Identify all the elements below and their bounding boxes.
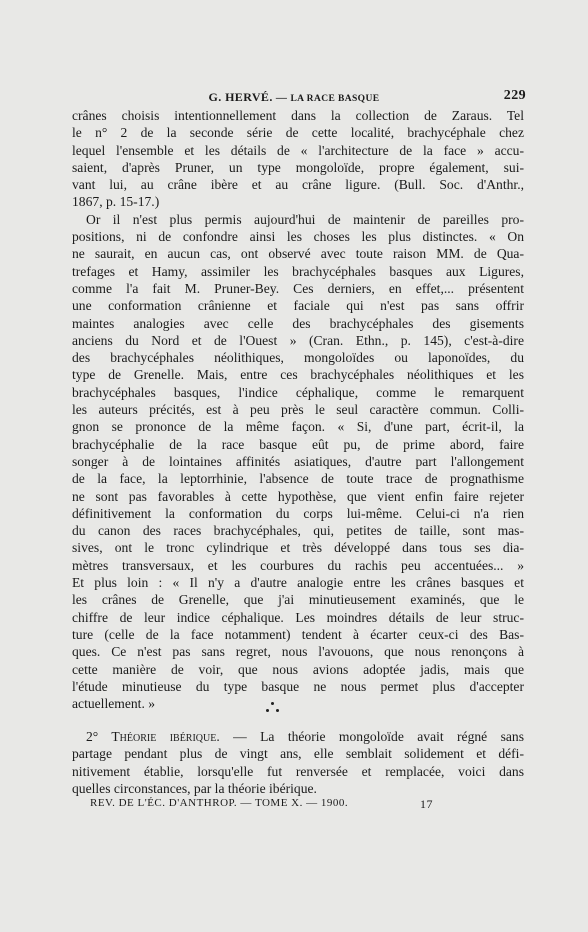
text-line: quelles circonstances, par la théorie ibérique. bbox=[72, 780, 317, 796]
text-line: du canon des races brachycéphales, qui, petites de taille, sont mas- bbox=[72, 523, 524, 539]
text-line: chiffre de leur indice céphalique. Les moindres détails de leur struc- bbox=[72, 609, 524, 625]
text-line: nitivement établie, lorsqu'elle fut renversée et remplacée, voici dans bbox=[72, 763, 524, 779]
main-text bbox=[72, 107, 524, 712]
text-line: des brachycéphales néolithiques, mongoloïdes ou laponoïdes, du bbox=[72, 350, 524, 366]
text-line: Or il n'est plus permis aujourd'hui de maintenir de pareilles pro- bbox=[86, 211, 524, 227]
text-line: une conformation crânienne et faciale qui n'est pas sans offrir bbox=[72, 298, 524, 314]
text-line: anciens du Nord et de l'Ouest » (Cran. Ethn., p. 145), c'est-à-dire bbox=[72, 332, 524, 348]
separator-dot bbox=[271, 702, 274, 705]
text-line: saient, d'après Pruner, un type mongoloïde, propre également, sui- bbox=[72, 159, 524, 175]
section-separator bbox=[262, 700, 282, 718]
text-line: définitivement la conformation du corps lui-même. Celui-ci n'a rien bbox=[72, 505, 524, 521]
text-line: ne sont pas favorables à cette hypothèse, que vient enfin faire rejeter bbox=[72, 488, 524, 504]
page-footer bbox=[90, 797, 450, 809]
text-line: trefages et Hamy, assimiler les brachycéphales basques aux Ligures, bbox=[72, 263, 524, 279]
header-author: G. HERVÉ. bbox=[208, 90, 273, 104]
text-line: actuellement. » bbox=[72, 696, 156, 712]
text-line: 2° Théorie ibérique. — La théorie mongoloïde avait régné sans bbox=[86, 729, 525, 744]
separator-dot bbox=[266, 709, 269, 712]
text-line: brachycéphales basques, l'indice céphalique, comme le remarquent bbox=[72, 384, 524, 400]
text-line: les crânes de Grenelle, que j'ai minutieusement examinés, que le bbox=[72, 592, 524, 608]
text-line: vant lui, au crâne ibère et au crâne ligure. (Bull. Soc. d'Anthr., bbox=[72, 177, 524, 193]
signature-mark: 17 bbox=[420, 797, 433, 811]
text-line: les auteurs précités, est à peu près le seul caractère commun. Colli- bbox=[72, 402, 524, 418]
header-dash: — bbox=[275, 92, 288, 104]
text-line: comme l'a fait M. Pruner-Bey. Ces derniers, en effet,... présentent bbox=[72, 280, 524, 296]
text-line: positions, ni de confondre ainsi les choses les plus distinctes. « On bbox=[72, 229, 524, 245]
text-line: partage pendant plus de vingt ans, elle semblait solidement et défi- bbox=[72, 746, 524, 762]
text-line: le n° 2 de la seconde série de cette localité, brachycéphale chez bbox=[72, 125, 524, 141]
text-line: ques. Ce n'est pas sans regret, nous l'avouons, que nous renonçons à bbox=[72, 644, 524, 660]
text-line: mètres transversaux, et les courbures du rachis peu accentuées... » bbox=[72, 557, 524, 573]
text-line: Et plus loin : « Il n'y a d'autre analogie entre les crânes basques et bbox=[72, 575, 524, 591]
section-text bbox=[72, 728, 524, 797]
separator-dot bbox=[276, 709, 279, 712]
paragraph-3 bbox=[72, 728, 524, 797]
text-line: ne saurait, en aucun cas, ont observé avec toute raison MM. de Qua- bbox=[72, 246, 524, 262]
text-line: l'étude minutieuse du type basque ne nous permet plus d'accepter bbox=[72, 678, 524, 694]
journal-reference: REV. DE L'ÉC. D'ANTHROP. — TOME X. — 1900. bbox=[90, 797, 349, 809]
paragraph-1 bbox=[72, 107, 524, 211]
text-line: type de Grenelle. Mais, entre ces brachycéphales néolithiques et les bbox=[72, 367, 524, 383]
text-line: cette manière de voir, que nous avions adoptée jadis, mais que bbox=[72, 661, 524, 677]
paragraph-2 bbox=[72, 211, 524, 713]
running-title bbox=[0, 90, 588, 105]
header-subtitle: LA RACE BASQUE bbox=[290, 94, 380, 104]
text-line: maintes analogies avec celle des brachycéphales des gisements bbox=[72, 315, 524, 331]
text-line: de la face, la leptorrhinie, l'absence de toute trace de prognathisme bbox=[72, 471, 524, 487]
text-line: sives, ont le tronc cylindrique et très développé dans tous ses dia- bbox=[72, 540, 524, 556]
text-line: 1867, p. 15-17.) bbox=[72, 194, 160, 210]
page-number: 229 bbox=[503, 88, 526, 103]
section-heading: 2° Théorie ibérique. bbox=[86, 729, 220, 744]
text-line: brachycéphalie de la race basque eût pu, de prime abord, faire bbox=[72, 436, 524, 452]
text-line: songer à de lointaines affinités asiatiques, d'autre part l'allongement bbox=[72, 453, 524, 469]
text-line: gnon se prononce de la même façon. « Si, d'une part, écrit-il, la bbox=[72, 419, 524, 435]
text-line: lequel l'ensemble et les détails de « l'architecture de la face » accu- bbox=[72, 142, 524, 158]
text-line: crânes choisis intentionnellement dans la collection de Zaraus. Tel bbox=[72, 108, 524, 123]
text-line: ture (celle de la face notamment) tendent à écarter ceux-ci des Bas- bbox=[72, 626, 524, 642]
